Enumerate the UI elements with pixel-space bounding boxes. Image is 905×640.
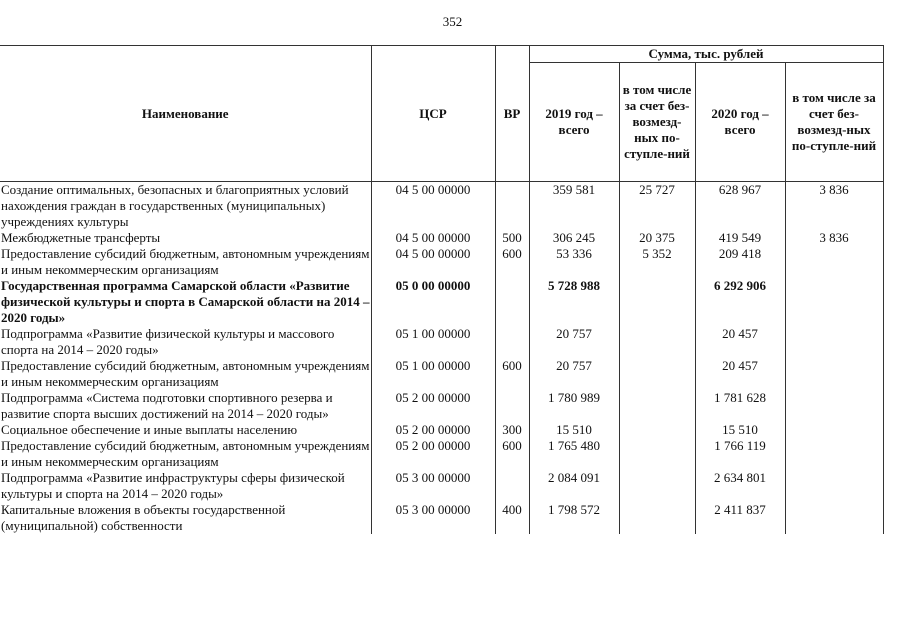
row-2020: 20 457 xyxy=(695,358,785,390)
row-vr: 600 xyxy=(495,358,529,390)
row-name: Подпрограмма «Развитие физической культуры и массового спорта на 2014 – 2020 годы» xyxy=(0,326,371,358)
row-2020: 2 634 801 xyxy=(695,470,785,502)
budget-table xyxy=(0,45,884,534)
row-2019-sub: 5 352 xyxy=(619,246,695,278)
table-row xyxy=(0,422,883,438)
row-name: Подпрограмма «Система подготовки спортивного резерва и развитие спорта высших достижений на 2014 – 2020 годы» xyxy=(0,390,371,422)
table-body xyxy=(0,182,883,535)
row-2019-sub xyxy=(619,470,695,502)
row-2020: 1 781 628 xyxy=(695,390,785,422)
table-row xyxy=(0,470,883,502)
header-2019-sub: в том числе за счет без-возмезд-ных по-ступле-ний xyxy=(619,63,695,182)
row-name: Создание оптимальных, безопасных и благоприятных условий нахождения граждан в государственных (муниципальных) учреждениях культуры xyxy=(0,182,371,231)
table-row xyxy=(0,246,883,278)
row-2019-sub xyxy=(619,422,695,438)
row-2020-sub xyxy=(785,390,883,422)
row-2019-sub: 20 375 xyxy=(619,230,695,246)
header-2020-sub: в том числе за счет без-возмезд-ных по-ступле-ний xyxy=(785,63,883,182)
row-csr: 05 3 00 00000 xyxy=(371,470,495,502)
row-vr: 500 xyxy=(495,230,529,246)
row-csr: 05 2 00 00000 xyxy=(371,422,495,438)
row-2019-sub xyxy=(619,358,695,390)
row-2019: 1 798 572 xyxy=(529,502,619,534)
row-2019-sub: 25 727 xyxy=(619,182,695,231)
row-csr: 05 1 00 00000 xyxy=(371,358,495,390)
row-name: Предоставление субсидий бюджетным, автономным учреждениям и иным некоммерческим организациям xyxy=(1,438,370,469)
row-2020: 1 766 119 xyxy=(695,438,785,470)
row-csr: 05 2 00 00000 xyxy=(371,438,495,470)
row-2020: 628 967 xyxy=(695,182,785,231)
row-vr xyxy=(495,182,529,231)
row-vr: 400 xyxy=(495,502,529,534)
row-2020-sub: 3 836 xyxy=(785,230,883,246)
row-2020-sub xyxy=(785,326,883,358)
row-2020-sub xyxy=(785,422,883,438)
table-row xyxy=(0,390,883,422)
row-2020: 15 510 xyxy=(695,422,785,438)
row-2020-sub xyxy=(785,358,883,390)
row-name: Социальное обеспечение и иные выплаты населению xyxy=(0,422,371,438)
header-vr: ВР xyxy=(495,46,529,182)
row-2019: 1 765 480 xyxy=(529,438,619,470)
table-row xyxy=(0,358,883,390)
row-2019: 306 245 xyxy=(529,230,619,246)
row-csr: 04 5 00 00000 xyxy=(371,230,495,246)
row-name: Подпрограмма «Развитие инфраструктуры сферы физической культуры и спорта на 2014 – 2020 годы» xyxy=(0,470,371,502)
table-row xyxy=(0,230,883,246)
row-2020: 20 457 xyxy=(695,326,785,358)
header-name: Наименование xyxy=(0,46,371,182)
row-2019: 53 336 xyxy=(529,246,619,278)
row-2019: 15 510 xyxy=(529,422,619,438)
row-2019-sub xyxy=(619,390,695,422)
row-vr xyxy=(495,326,529,358)
row-2020-sub xyxy=(785,470,883,502)
row-vr xyxy=(495,470,529,502)
row-2020: 2 411 837 xyxy=(695,502,785,534)
row-2019: 5 728 988 xyxy=(529,278,619,326)
table-row xyxy=(0,278,883,326)
row-2020: 419 549 xyxy=(695,230,785,246)
row-name: Предоставление субсидий бюджетным, автономным учреждениям и иным некоммерческим организациям xyxy=(1,358,370,389)
row-name: Государственная программа Самарской области «Развитие физической культуры и спорта в Самарской области на 2014 – 2020 годы» xyxy=(1,278,370,325)
row-csr: 05 3 00 00000 xyxy=(371,502,495,534)
row-2019: 2 084 091 xyxy=(529,470,619,502)
row-vr xyxy=(495,390,529,422)
header-sum-group: Сумма, тыс. рублей xyxy=(529,46,883,63)
row-2020-sub xyxy=(785,246,883,278)
row-2019-sub xyxy=(619,438,695,470)
table-row xyxy=(0,438,883,470)
row-2020-sub: 3 836 xyxy=(785,182,883,231)
row-2020-sub xyxy=(785,438,883,470)
row-2019-sub xyxy=(619,502,695,534)
row-2020-sub xyxy=(785,278,883,326)
row-csr: 05 1 00 00000 xyxy=(371,326,495,358)
header-csr: ЦСР xyxy=(371,46,495,182)
row-2019-sub xyxy=(619,278,695,326)
row-2019-sub xyxy=(619,326,695,358)
row-2020: 209 418 xyxy=(695,246,785,278)
table-row xyxy=(0,326,883,358)
row-name: Капитальные вложения в объекты государственной (муниципальной) собственности xyxy=(0,502,371,534)
row-2019: 20 757 xyxy=(529,326,619,358)
header-2019-total: 2019 год – всего xyxy=(529,63,619,182)
table-header xyxy=(0,46,883,182)
row-name: Предоставление субсидий бюджетным, автономным учреждениям и иным некоммерческим организациям xyxy=(1,246,370,277)
row-vr: 600 xyxy=(495,246,529,278)
row-2019: 359 581 xyxy=(529,182,619,231)
row-csr: 05 2 00 00000 xyxy=(371,390,495,422)
row-name: Межбюджетные трансферты xyxy=(0,230,371,246)
row-vr: 600 xyxy=(495,438,529,470)
header-2020-total: 2020 год – всего xyxy=(695,63,785,182)
row-vr: 300 xyxy=(495,422,529,438)
table-row xyxy=(0,182,883,231)
row-csr: 05 0 00 00000 xyxy=(371,278,495,326)
page-number: 352 xyxy=(442,14,463,29)
row-csr: 04 5 00 00000 xyxy=(371,182,495,231)
row-csr: 04 5 00 00000 xyxy=(371,246,495,278)
row-2020: 6 292 906 xyxy=(695,278,785,326)
table-row xyxy=(0,502,883,534)
row-vr xyxy=(495,278,529,326)
row-2020-sub xyxy=(785,502,883,534)
row-2019: 1 780 989 xyxy=(529,390,619,422)
row-2019: 20 757 xyxy=(529,358,619,390)
